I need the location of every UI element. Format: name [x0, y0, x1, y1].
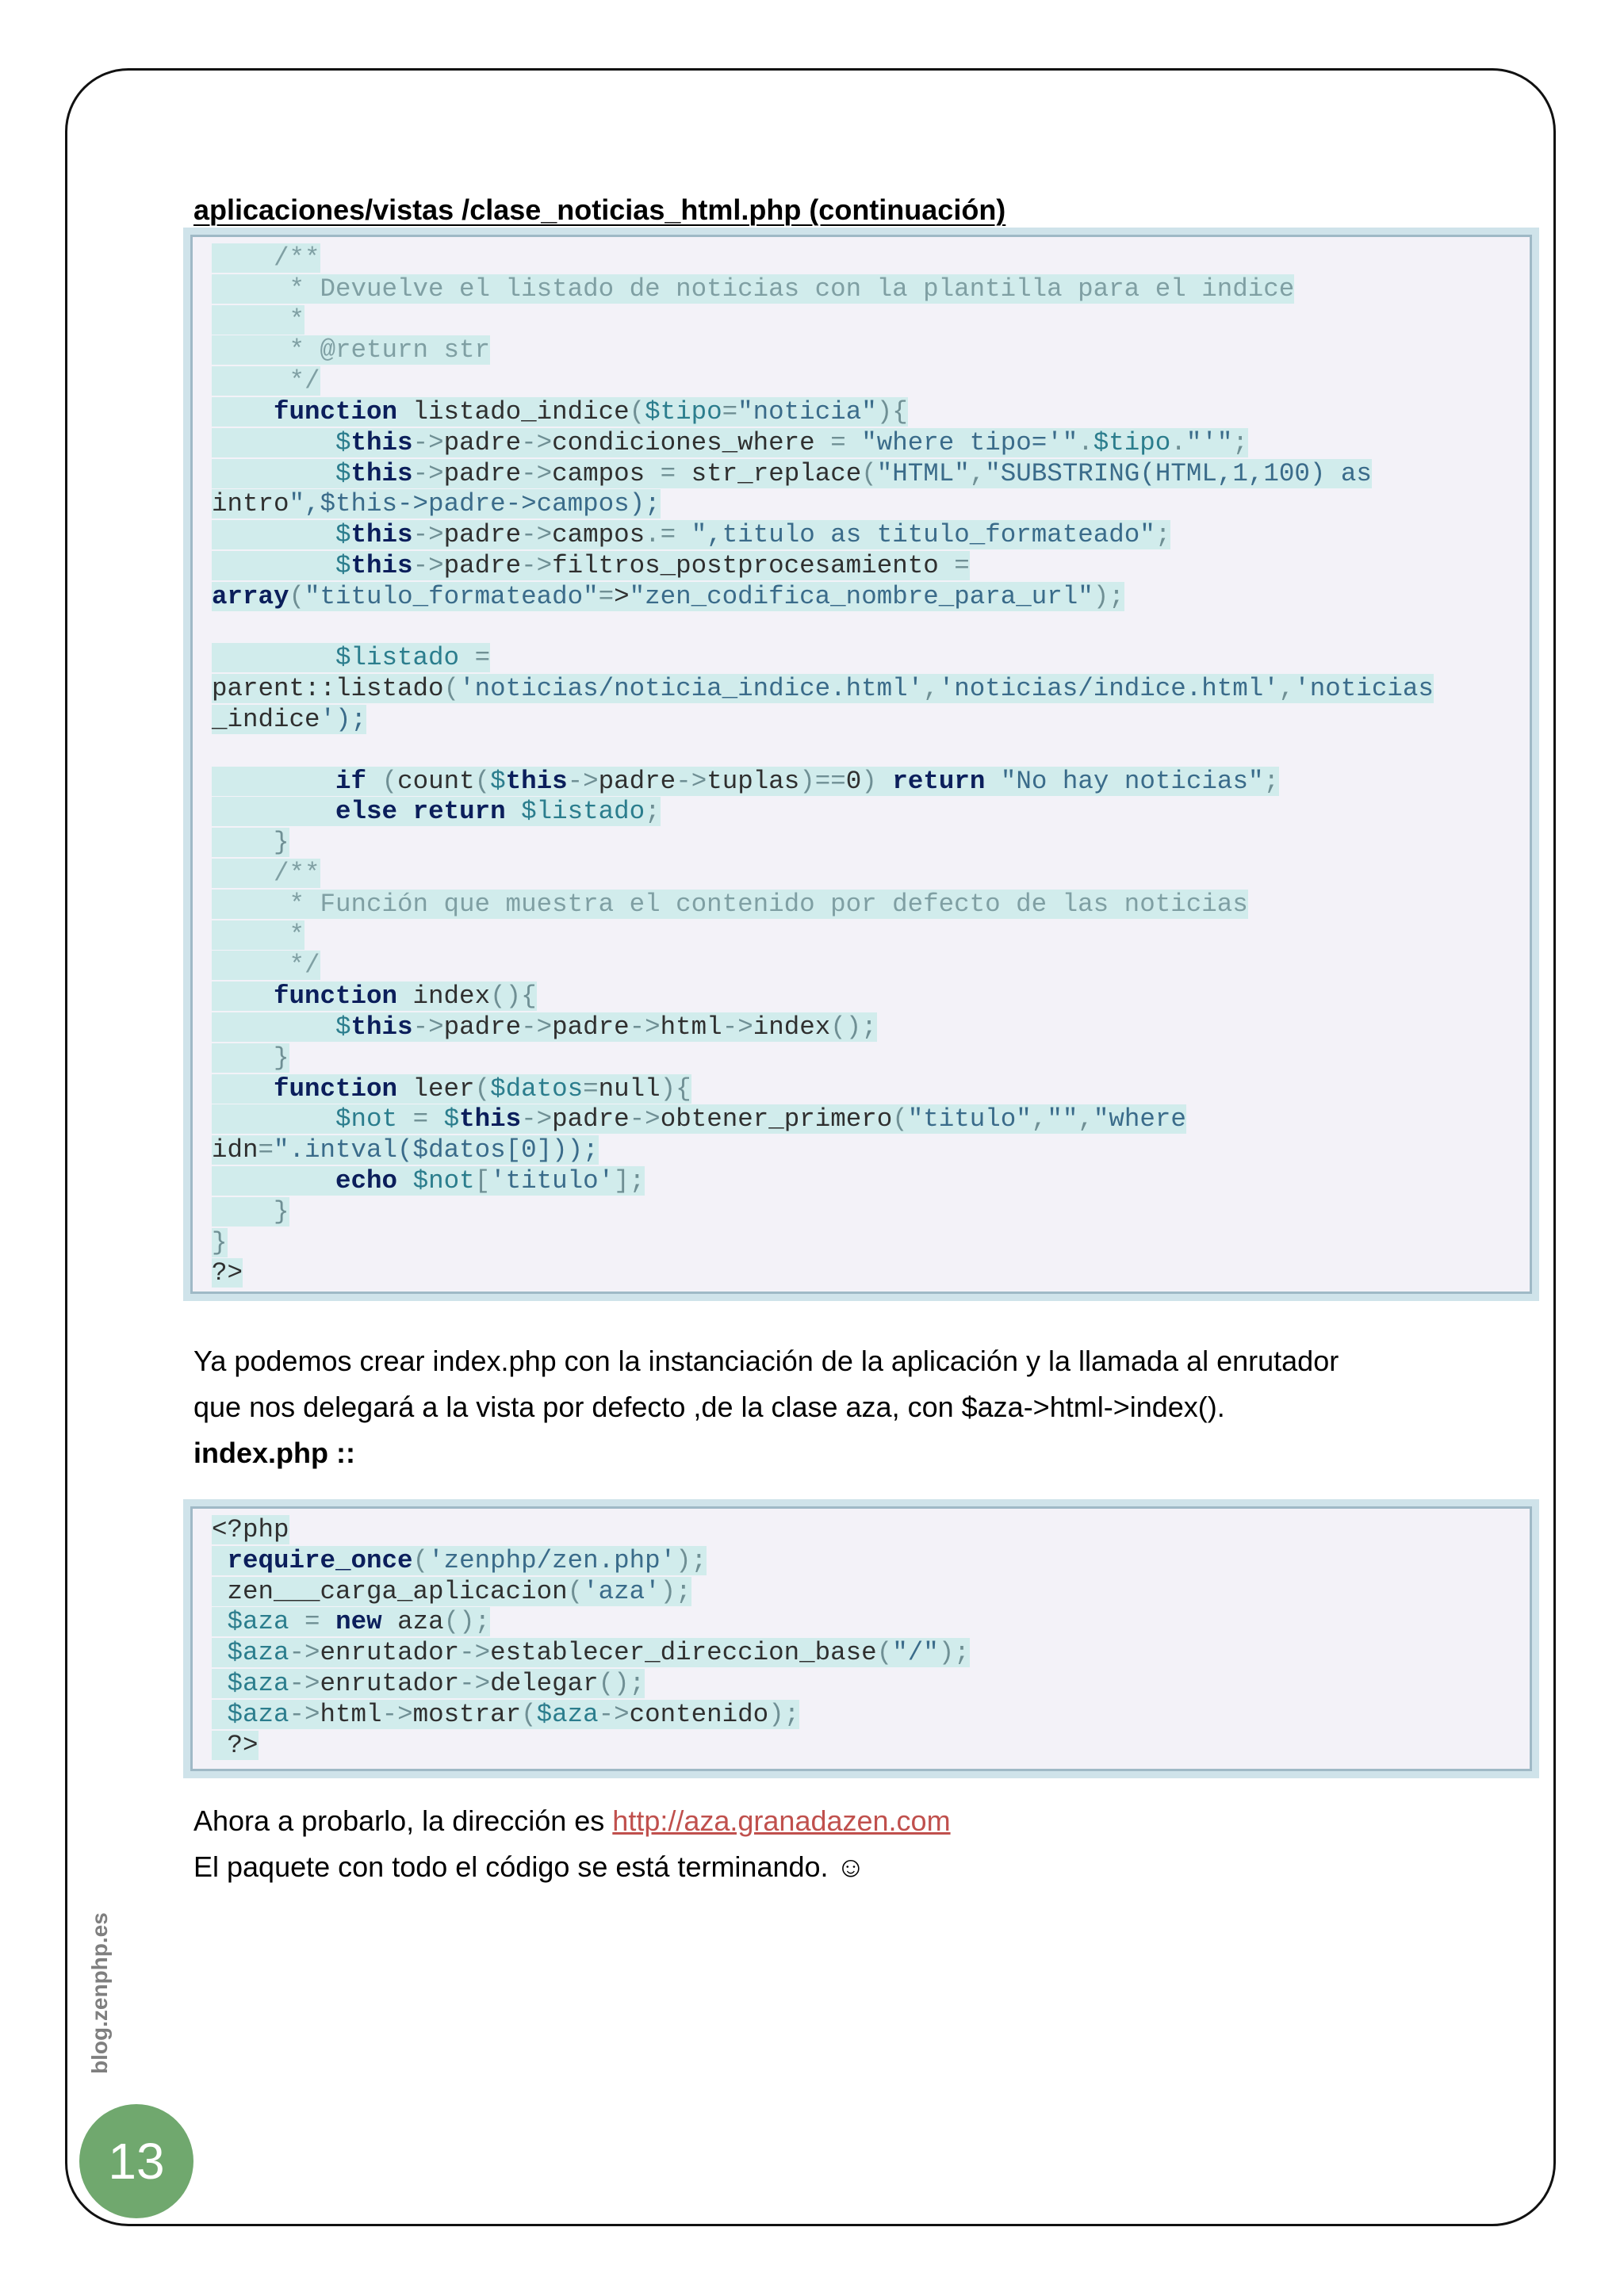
code1-line: idn=".intval($datos[0])); — [212, 1135, 599, 1165]
code1-line: * — [212, 304, 305, 335]
paragraph-test-prefix: Ahora a probarlo, la dirección es — [193, 1804, 613, 1837]
code2-line: $aza->enrutador->delegar(); — [212, 1669, 1512, 1700]
code2-line: $aza->enrutador->establecer_direccion_base("/"); — [212, 1638, 1512, 1669]
code1-line: /** — [212, 243, 320, 273]
code1-line: $this->padre->padre->html->index(); — [212, 1012, 1512, 1043]
code2-line: ?> — [212, 1730, 259, 1760]
code1-line: array("titulo_formateado"=>"zen_codifica_nombre_para_url"); — [212, 581, 1124, 611]
code2-line: $aza->html->mostrar($aza->contenido); — [212, 1700, 1512, 1731]
code-listing-2 — [212, 1515, 1512, 1761]
code1-line: */ — [212, 366, 320, 396]
code1-line: * Devuelve el listado de noticias con la plantilla para el indice — [212, 274, 1295, 304]
code2-line: <?php — [212, 1515, 289, 1544]
code-file-heading: aplicaciones/vistas /clase_noticias_html.php (continuación) — [193, 193, 1006, 226]
paragraph-line-2: que nos delegará a la vista por defecto ,de la clase aza, con $aza->html->index(). — [193, 1391, 1225, 1423]
code1-line: $this->padre->filtros_postprocesamiento = — [212, 551, 1512, 582]
code-block-index-php — [190, 1506, 1532, 1771]
code1-line: $this->padre->campos.= ",titulo as titulo_formateado"; — [212, 520, 1512, 551]
code1-line: /** — [212, 858, 320, 888]
code1-line: intro",$this->padre->campos); — [212, 489, 661, 519]
code1-line: $this->padre->campos = str_replace("HTML","SUBSTRING(HTML,1,100) as — [212, 459, 1512, 490]
code1-line: } — [212, 1043, 1512, 1074]
code1-line: echo $not['titulo']; — [212, 1166, 1512, 1197]
code1-line: * Función que muestra el contenido por defecto de las noticias — [212, 889, 1248, 919]
paragraph-line-1: Ya podemos crear index.php con la instanciación de la aplicación y la llamada al enrutador — [193, 1345, 1339, 1377]
code1-line: * @return str — [212, 335, 491, 365]
code1-line: * — [212, 920, 305, 950]
code-block-clase-noticias — [190, 235, 1532, 1294]
code1-line: $not = $this->padre->obtener_primero("titulo","","where — [212, 1104, 1512, 1135]
paragraph-test-line — [193, 1798, 951, 1844]
paragraph-package-line: El paquete con todo el código se está terminando. ☺ — [193, 1850, 866, 1883]
code1-line: else return $listado; — [212, 797, 1512, 828]
page-number-badge: 13 — [79, 2104, 193, 2218]
code1-line: } — [212, 1227, 228, 1257]
code1-line: _indice'); — [212, 704, 367, 734]
code1-line: $this->padre->condiciones_where = "where tipo='".$tipo."'"; — [212, 428, 1512, 459]
demo-link[interactable]: http://aza.granadazen.com — [612, 1804, 951, 1837]
code1-line: parent::listado('noticias/noticia_indice.html','noticias/indice.html','noticias — [212, 674, 1434, 704]
code1-line: function index(){ — [212, 982, 1512, 1012]
code1-line: function listado_indice($tipo="noticia"){ — [212, 397, 1512, 428]
code2-line: zen___carga_aplicacion('aza'); — [212, 1576, 691, 1606]
code1-line: if (count($this->padre->tuplas)==0) return "No hay noticias"; — [212, 767, 1512, 798]
code1-line: */ — [212, 951, 320, 981]
code1-line — [212, 613, 1512, 644]
code1-line: ?> — [212, 1258, 243, 1288]
code1-line: $listado = — [212, 643, 1512, 674]
code2-line: $aza = new aza(); — [212, 1607, 1512, 1638]
index-php-label: index.php :: — [193, 1437, 355, 1469]
code2-line: require_once('zenphp/zen.php'); — [212, 1546, 1512, 1577]
blog-url-vertical: blog.zenphp.es — [87, 1912, 112, 2074]
code1-line — [212, 736, 1512, 767]
code1-line: function leer($datos=null){ — [212, 1074, 1512, 1105]
code-listing-1 — [212, 243, 1512, 1289]
code1-line: } — [212, 1197, 1512, 1228]
code1-line: } — [212, 828, 1512, 859]
